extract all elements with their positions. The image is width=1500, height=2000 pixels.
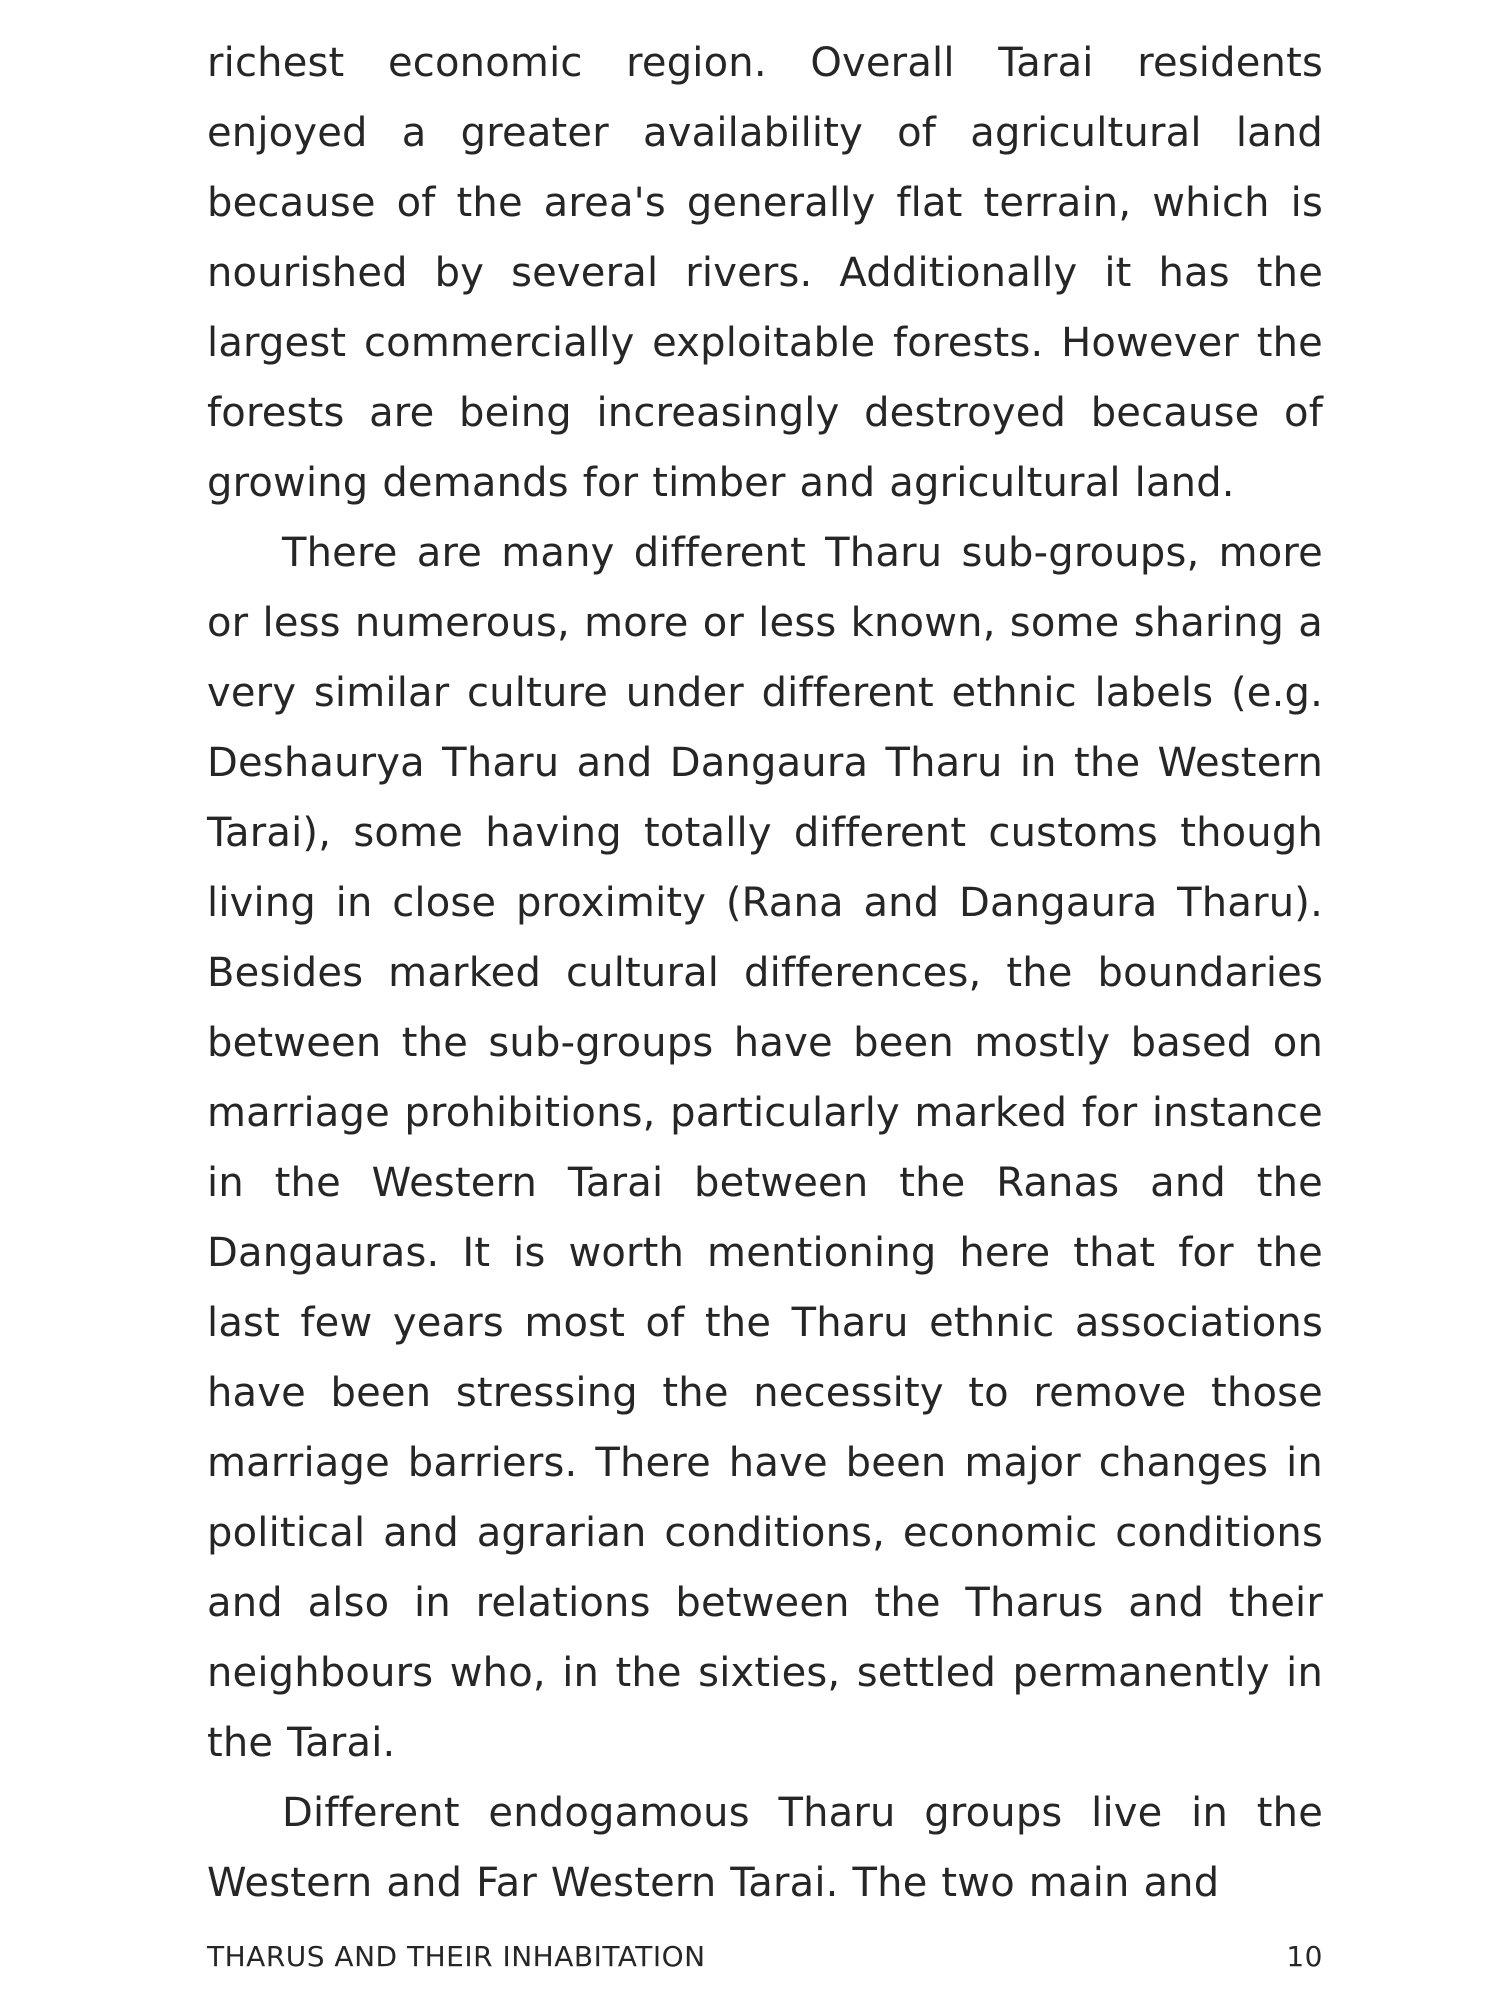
paragraph-tharu-subgroups: There are many different Tharu sub-groups, more or less numerous, more or less known, some sharing a very similar culture under different ethnic labels (e.g. Deshaurya Tharu and Dangaura Tharu in the Western Tarai), some having totally different customs though living in close proximity (Rana and Dangaura Tharu). Besides marked cultural differences, the boundaries between the sub-groups have been mostly based on marriage prohibitions, particularly marked for instance in the Western Tarai between the Ranas and the Dangauras. It is worth mentioning here that for the last few years most of the Tharu ethnic associations have been stressing the necessity to remove those marriage barriers. There have been major changes in political and agrarian conditions, economic conditions and also in relations between the Tharus and their neighbours who, in the sixties, settled permanently in the Tarai. [207, 530, 1323, 1766]
running-title: THARUS AND THEIR INHABITATION [207, 1940, 706, 1973]
page-body [207, 28, 1323, 1918]
page-footer [207, 1940, 1323, 1980]
page-number: 10 [1286, 1940, 1323, 1973]
paragraph-endogamous-groups: Different endogamous Tharu groups live in the Western and Far Western Tarai. The two main and [207, 1790, 1323, 1906]
paragraph-continuation: richest economic region. Overall Tarai residents enjoyed a greater availability of agricultural land because of the area's generally flat terrain, which is nourished by several rivers. Additionally it has the largest commercially exploitable forests. However the forests are being increasingly destroyed because of growing demands for timber and agricultural land. [207, 40, 1323, 506]
